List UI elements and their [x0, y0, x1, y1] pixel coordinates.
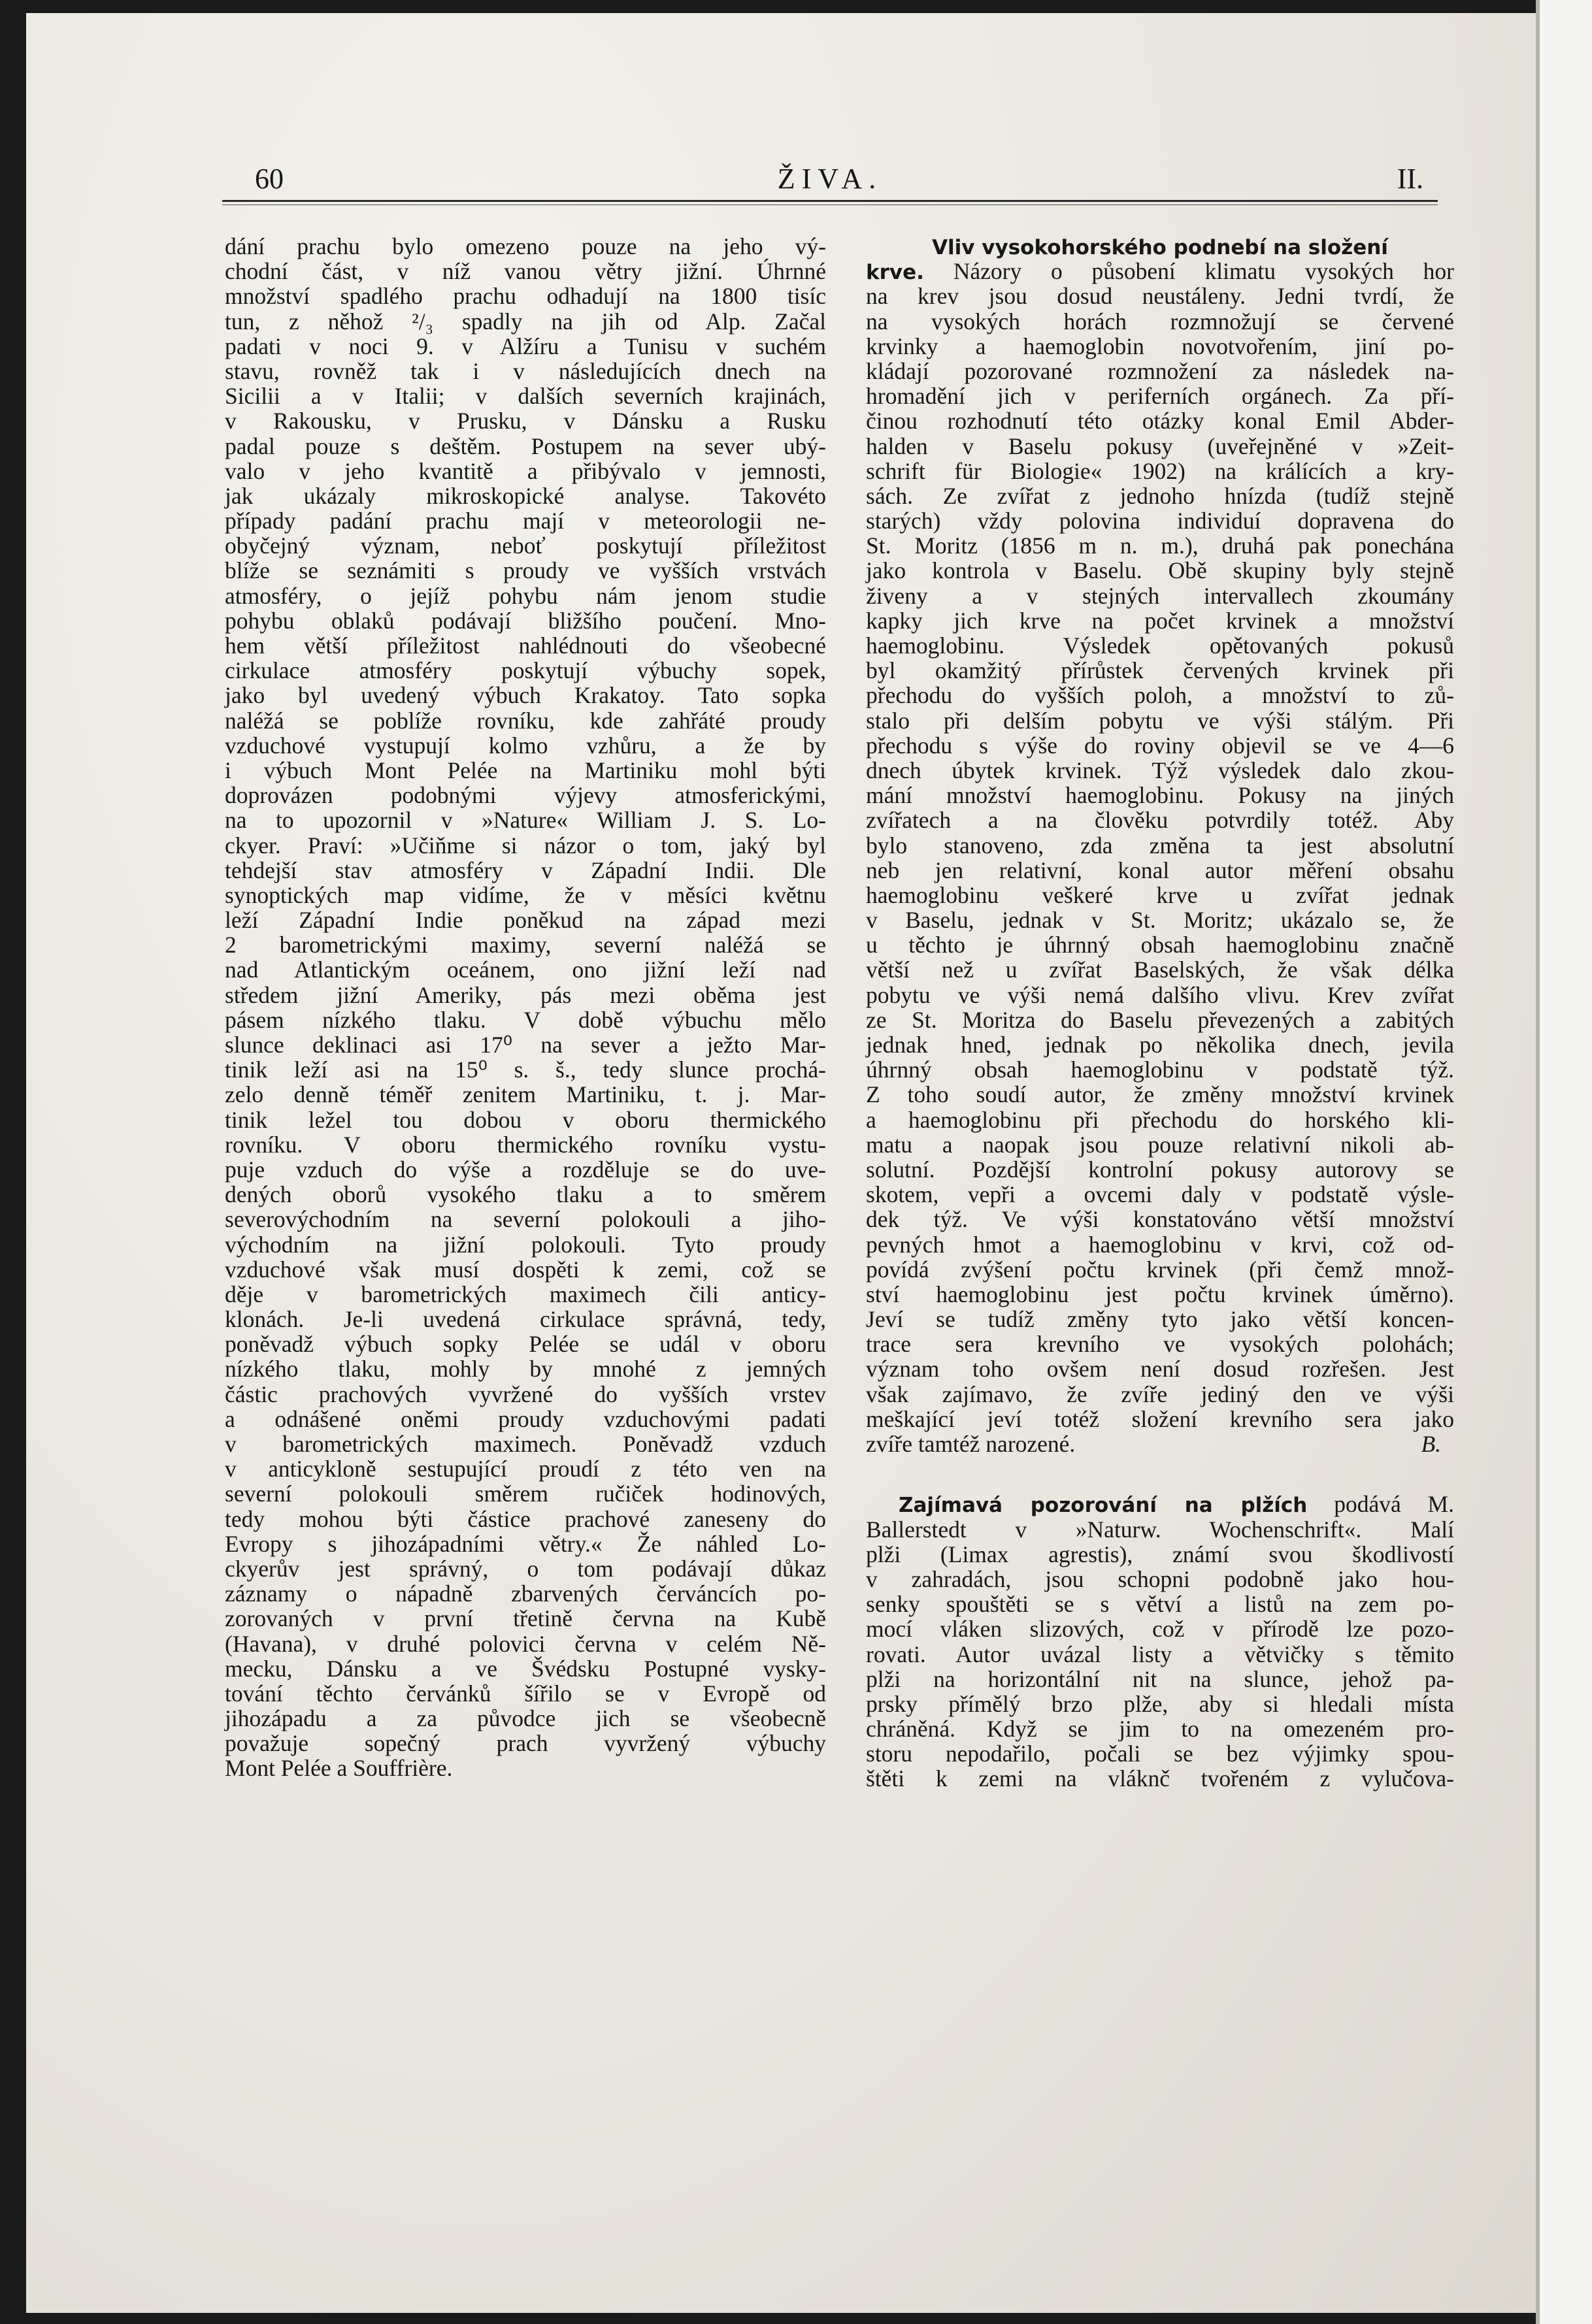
text-line: považuje sopečný prach vyvržený výbuchy	[225, 1730, 826, 1757]
text-line: tun, z něhož ²/₃ spadly na jih od Alp. Začal	[225, 308, 826, 335]
text-line: mocí vláken slizových, což v přírodě lze pozo-	[866, 1616, 1454, 1643]
text-line: a odnášené oněmi proudy vzduchovými padati	[225, 1405, 826, 1432]
text-line: štěti k zemi na vláknč tvořeném z vylučova-	[866, 1765, 1454, 1792]
text-line: rovníku. V oboru thermického rovníku vystu-	[225, 1131, 826, 1158]
text-line: starých) vždy polovina individuí dopravena do	[866, 508, 1454, 534]
text-line: jihozápadu a za původce jich se všeobecně	[225, 1705, 826, 1732]
text-line: případy padání prachu mají v meteorologii ne-	[225, 508, 826, 534]
text-line: matu a naopak jsou pouze relativní nikoli ab-	[866, 1131, 1454, 1158]
page-edge	[1536, 0, 1540, 2324]
text-line: v Rakousku, v Prusku, v Dánsku a Rusku	[225, 408, 826, 434]
text-line: ckyer. Praví: »Učiňme si názor o tom, jaký byl	[225, 832, 826, 859]
text-line: Ballerstedt v »Naturw. Wochenschrift«. Malí	[866, 1516, 1454, 1543]
text-line: hromadění jich v periferních orgánech. Za pří-	[866, 383, 1454, 410]
text-line: severovýchodním na severní polokouli a jiho-	[225, 1206, 826, 1233]
signature: B.	[1421, 1431, 1441, 1457]
text-line: dek týž. Ve výši konstatováno větší množství	[866, 1206, 1454, 1233]
text-line: množství spadlého prachu odhadují na 1800 tisíc	[225, 283, 826, 310]
text-line: děje v barometrických maximech čili anticy-	[225, 1281, 826, 1307]
text-line: na krev jsou dosud neustáleny. Jedni tvrdí, že	[866, 283, 1454, 310]
text-line: stalo při delším pobytu ve výši stálým. Při	[866, 707, 1454, 734]
text-line: a haemoglobinu při přechodu do horského kli-	[866, 1106, 1454, 1133]
text-line: stavu, rovněž tak i v následujících dnech na	[225, 357, 826, 384]
text-line: jednak hned, jednak po několika dnech, jevila	[866, 1032, 1454, 1058]
article-heading: Vliv vysokohorského podnebí na složení	[932, 236, 1388, 259]
text-line: dnech úbytek krvinek. Týž výsledek dalo zkou-	[866, 757, 1454, 783]
text-line: Evropy s jihozápadními větry.« Že náhled Lo-	[225, 1530, 826, 1557]
text-line: halden v Baselu pokusy (uveřejněné v »Zeit-	[866, 433, 1454, 459]
text-line: atmosféry, o jejíž pohybu nám jenom studie	[225, 582, 826, 609]
text-line: tedy mohou býti částice prachové zaneseny do	[225, 1505, 826, 1532]
page-header	[222, 162, 1438, 201]
text-line: dených oborů vysokého tlaku a to směrem	[225, 1181, 826, 1208]
text-line: chráněná. Když se jim to na omezeném pro-	[866, 1716, 1454, 1743]
header-rule	[222, 200, 1438, 202]
text-line: ze St. Moritza do Baselu převezených a zabitých	[866, 1006, 1454, 1033]
text-line: obyčejný význam, neboť poskytují příležitost	[225, 532, 826, 559]
text-line: poněvadž výbuch sopky Pelée se udál v oboru	[225, 1331, 826, 1358]
text-line: Mont Pelée a Souffrière.	[225, 1755, 453, 1782]
text-line: sách. Ze zvířat z jednoho hnízda (tudíž stejně	[866, 482, 1454, 509]
text-line: krvinky a haemoglobin novotvořením, jiní po-	[866, 333, 1454, 359]
text-line: pevných hmot a haemoglobinu v krvi, což od-	[866, 1231, 1454, 1258]
text-line: plži (Limax agrestis), známí svou škodlivostí	[866, 1541, 1454, 1567]
text-line: v anticykloně sestupující proudí z této ven na	[225, 1456, 826, 1482]
text-line: zvířatech a na člověku potvrdily totéž. Aby	[866, 807, 1454, 834]
text-line: slunce deklinaci asi 17⁰ na sever a ježto Mar-	[225, 1032, 826, 1058]
text-line: tehdejší stav atmosféry v Západní Indii. Dle	[225, 857, 826, 883]
text-line: Sicilii a v Italii; v dalších severních krajinách,	[225, 383, 826, 410]
text-line: byl okamžitý přírůstek červených krvinek při	[866, 657, 1454, 684]
text-line: povídá zvýšení počtu krvinek (při čemž množ-	[866, 1256, 1454, 1283]
journal-title: ŽIVA.	[777, 163, 883, 195]
text-line: tinik leží asi na 15⁰ s. š., tedy slunce prochá-	[225, 1056, 826, 1083]
text-line: padati v noci 9. v Alžíru a Tunisu v suchém	[225, 333, 826, 359]
text-line: pásem nízkého tlaku. V době výbuchu mělo	[225, 1006, 826, 1033]
text-line: doprovázen podobnými výjevy atmosferickými,	[225, 782, 826, 809]
text-line: středem jižní Ameriky, pás mezi oběma jest	[225, 981, 826, 1008]
text-line: chodní část, v níž vanou větry jižní. Úhrnné	[225, 258, 826, 285]
text-line: tování těchto červánků šířilo se v Evropě od	[225, 1680, 826, 1707]
text-line: naléžá se poblíže rovníku, kde zahřáté proudy	[225, 707, 826, 734]
text-line: zelo denně téměř zenitem Martiniku, t. j. Mar-	[225, 1081, 826, 1108]
text-line: v barometrických maximech. Poněvadž vzduch	[225, 1431, 826, 1457]
text-line: záznamy o nápadně zbarvených červáncích po-	[225, 1580, 826, 1607]
text-line: vzduchové vystupují kolmo vzhůru, a že by	[225, 732, 826, 759]
text-line: puje vzduch do výše a rozděluje se do uve-	[225, 1156, 826, 1183]
text-line: Jeví se tudíž změny tyto jako větší koncen-	[866, 1306, 1454, 1333]
text-line: jako byl uvedený výbuch Krakatoy. Tato sopka	[225, 682, 826, 709]
text-line: i výbuch Mont Pelée na Martiniku mohl býti	[225, 757, 826, 783]
text-line: skotem, vepři a ovcemi daly v podstatě výsle-	[866, 1181, 1454, 1208]
text-line: padal pouze s deštěm. Postupem na sever ubý-	[225, 433, 826, 459]
text-line: senky spouštěti se s větví a listů na zem po-	[866, 1591, 1454, 1618]
page-number: 60	[255, 163, 284, 195]
text-line: přechodu s výše do roviny objevil se ve 4—6	[866, 732, 1454, 759]
text-line: částic prachových vyvržené do vyšších vrstev	[225, 1381, 826, 1407]
left-column	[225, 234, 826, 1781]
text-line: na to upozornil v »Nature« William J. S. Lo-	[225, 807, 826, 834]
text-line: zvíře tamtéž narozené.	[866, 1431, 1076, 1457]
text-line: u těchto je úhrnný obsah haemoglobinu značně	[866, 932, 1454, 958]
text-line: mecku, Dánsku a ve Švédsku Postupné vysky-	[225, 1655, 826, 1682]
text-line: meškající jeví totéž složení krevního sera jako	[866, 1405, 1454, 1432]
text-line: vzduchové však musí dospěti k zemi, což se	[225, 1256, 826, 1283]
text-line: na vysokých horách rozmnožují se červené	[866, 308, 1454, 335]
text-line: rovati. Autor uvázal listy a větvičky s těmito	[866, 1641, 1454, 1667]
text-line: Z toho soudí autor, že změny množství krvinek	[866, 1081, 1454, 1108]
text-line: větší než u zvířat Baselských, že však délka	[866, 957, 1454, 983]
text-line: jako kontrola v Baselu. Obě skupiny byly stejně	[866, 557, 1454, 584]
text-line: činou rozhodnutí této otázky konal Emil Abder-	[866, 408, 1454, 434]
text-line: trace sera krevního ve vysokých polohách;	[866, 1331, 1454, 1358]
text-line: pobytu ve výši nemá dalšího vlivu. Krev zvířat	[866, 981, 1454, 1008]
text-line: zorovaných v první třetině června na Kubě	[225, 1605, 826, 1632]
text-line: St. Moritz (1856 m n. m.), druhá pak ponechána	[866, 532, 1454, 559]
text-line: dání prachu bylo omezeno pouze na jeho vý-	[225, 233, 826, 259]
text-line: bylo stanoveno, zda změna ta jest absolutní	[866, 832, 1454, 859]
text-line: mání množství haemoglobinu. Pokusy na jiných	[866, 782, 1454, 809]
text-line: neb jen relativní, konal autor měření obsahu	[866, 857, 1454, 883]
article-first-line: krve. Názory o působení klimatu vysokých hor	[866, 258, 1455, 285]
text-line: úhrnný obsah haemoglobinu v podstatě týž.	[866, 1056, 1454, 1083]
text-line: jak ukázaly mikroskopické analyse. Takovéto	[225, 482, 826, 509]
text-line: synoptických map vidíme, že v měsíci květnu	[225, 881, 826, 908]
text-line: nízkého tlaku, mohly by mnohé z jemných	[225, 1356, 826, 1383]
text-line: cirkulace atmosféry poskytují výbuchy sopek,	[225, 657, 826, 684]
text-line: severní polokouli směrem ručiček hodinových,	[225, 1481, 826, 1507]
text-line: pohybu oblaků podávají bližšího poučení. Mno-	[225, 607, 826, 634]
text-line: klonách. Je-li uvedená cirkulace správná, tedy,	[225, 1306, 826, 1333]
text-line: živeny a v stejných intervallech zkoumány	[866, 582, 1454, 609]
volume-number: II.	[1397, 163, 1423, 195]
text-line: kládají pozorované rozmnožení za následek na-	[866, 357, 1454, 384]
text-line: tinik ležel tou dobou v oboru thermického	[225, 1106, 826, 1133]
text-line: 2 barometrickými maximy, severní naléžá se	[225, 932, 826, 958]
text-line: plži na horizontální nit na slunce, jehož pa-	[866, 1665, 1454, 1692]
text-line: haemoglobinu veškeré krve u zvířat jednak	[866, 881, 1454, 908]
text-line: leží Západní Indie poněkud na západ mezi	[225, 907, 826, 934]
article-heading-2: Zajímavá pozorování na plžích podává M.	[899, 1491, 1454, 1518]
text-line: východním na jižní polokouli. Tyto proudy	[225, 1231, 826, 1258]
text-line: v zahradách, jsou schopni podobně jako hou-	[866, 1565, 1454, 1592]
text-line: však zajímavo, že zvíře jediný den ve výši	[866, 1381, 1454, 1407]
text-line: solutní. Pozdější kontrolní pokusy autorovy se	[866, 1156, 1454, 1183]
text-line: kapky jich krve na počet krvinek a množství	[866, 607, 1454, 634]
text-line: storu nepodařilo, počali se bez výjimky spou-	[866, 1741, 1454, 1767]
text-line: ckyerův jest správný, o tom podávají důkaz	[225, 1555, 826, 1582]
text-line: schrift für Biologie« 1902) na králících a kry-	[866, 457, 1454, 484]
text-line: valo v jeho kvantitě a přibývalo v jemnosti,	[225, 457, 826, 484]
scan-margin	[1536, 0, 1592, 2324]
text-line: nad Atlantickým oceánem, ono jižní leží nad	[225, 957, 826, 983]
text-line: význam toho ovšem není dosud rozřešen. Jest	[866, 1356, 1454, 1383]
text-line: hem větší příležitost nahlédnouti do všeobecné	[225, 632, 826, 659]
text-line: haemoglobinu. Výsledek opětovaných pokusů	[866, 632, 1454, 659]
text-line: (Havana), v druhé polovici června v celém Ně-	[225, 1630, 826, 1657]
text-line: ství haemoglobinu jest počtu krvinek úměrno).	[866, 1281, 1454, 1307]
text-line: v Baselu, jednak v St. Moritz; ukázalo se, že	[866, 907, 1454, 934]
text-line: prsky přímělý brzo plže, aby si hledali místa	[866, 1690, 1454, 1717]
text-line: blíže se seznámiti s proudy ve vyšších vrstvách	[225, 557, 826, 584]
text-line: přechodu do vyšších poloh, a množství to zů-	[866, 682, 1454, 709]
right-column	[866, 234, 1454, 1792]
